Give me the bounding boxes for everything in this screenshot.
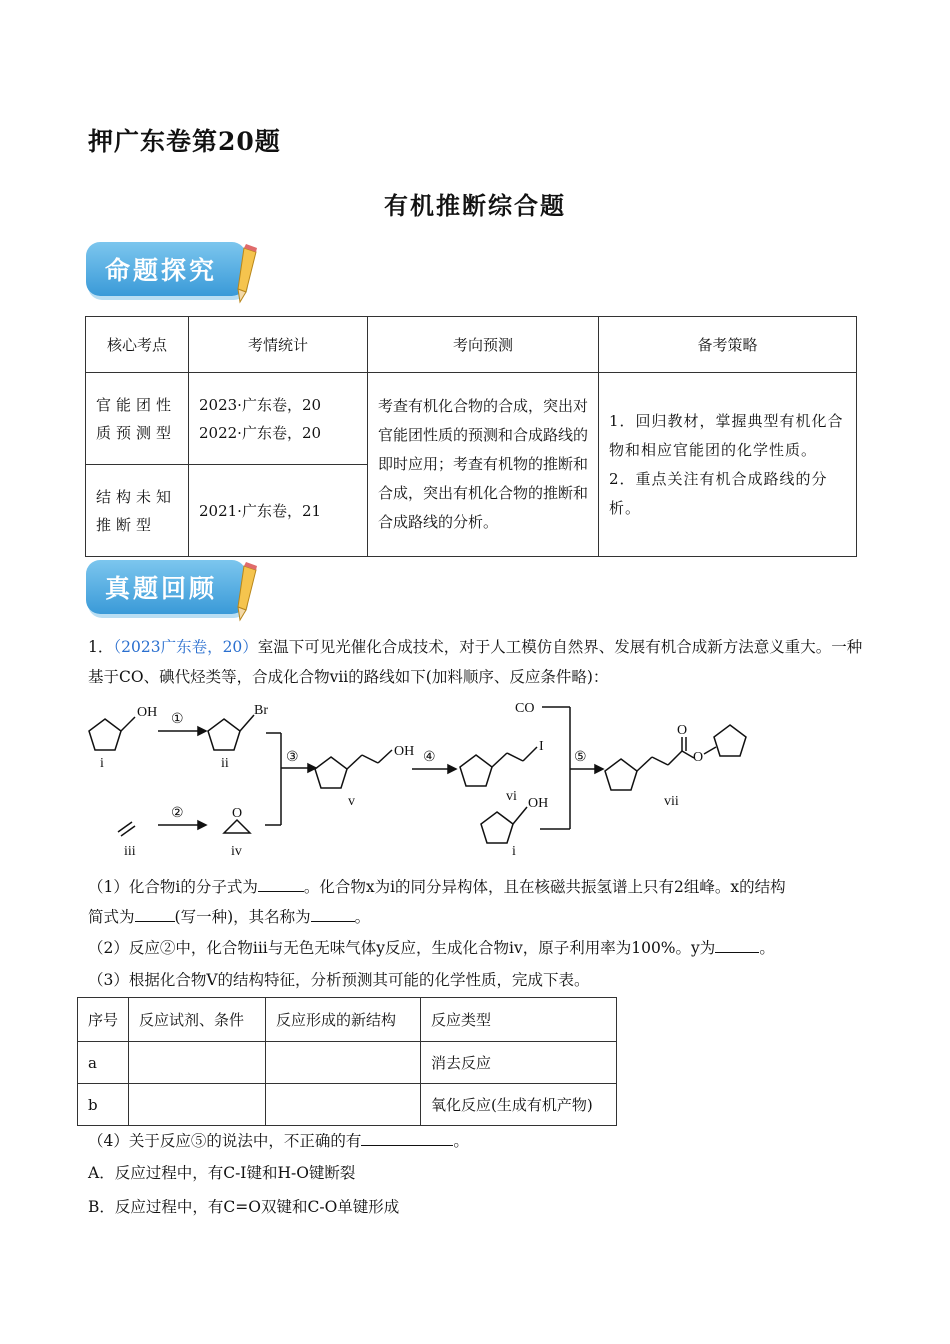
answer-blank[interactable] (715, 934, 759, 953)
label-co: CO (515, 701, 535, 716)
label-compound: ii (221, 756, 229, 771)
cell-point: 官能团性质预测型 (86, 373, 189, 465)
exam-overview-table (85, 316, 857, 557)
answer-cell[interactable] (266, 1042, 421, 1084)
stat-line: 2023·广东卷，20 (199, 395, 322, 414)
col-header: 反应类型 (421, 998, 617, 1042)
label-br: Br (254, 703, 268, 718)
option-a: A．反应过程中，有C-I键和H-O键断裂 (88, 1164, 356, 1182)
label-compound: vii (664, 794, 679, 809)
cell-forecast: 考查有机化合物的合成，突出对官能团性质的预测和合成路线的即时应用；考查有机物的推断和合成，突出有机化合物的推断和合成路线的分析。 (368, 373, 599, 557)
strategy-item: 2．重点关注有机合成路线的分析。 (609, 469, 828, 517)
col-header: 考向预测 (368, 317, 599, 373)
reaction-type: 消去反应 (421, 1042, 617, 1084)
label-o: O (232, 806, 243, 821)
answer-blank[interactable] (361, 1127, 453, 1146)
label-compound: iii (124, 844, 136, 859)
answer-blank[interactable] (258, 873, 304, 892)
label-compound: v (348, 794, 355, 809)
cell-stats (189, 373, 368, 465)
label-oh: OH (137, 705, 158, 720)
sub-question-2: （2）反应②中，化合物iii与无色无味气体y反应，生成化合物iv，原子利用率为100%。y为 。 (88, 933, 863, 963)
col-header: 考情统计 (189, 317, 368, 373)
answer-cell[interactable] (266, 1084, 421, 1126)
col-header: 反应试剂、条件 (129, 998, 266, 1042)
answer-cell[interactable] (129, 1084, 266, 1126)
sub-question-3: （3）根据化合物V的结构特征，分析预测其可能的化学性质，完成下表。 (88, 971, 590, 989)
cell-strategy (599, 373, 857, 557)
page-title: 有机推断综合题 (384, 191, 566, 220)
col-header: 序号 (78, 998, 129, 1042)
label-compound: i (512, 844, 516, 859)
label-oh: OH (528, 796, 549, 811)
col-header: 反应形成的新结构 (266, 998, 421, 1042)
sub-question-4: （4）关于反应⑤的说法中，不正确的有 。 (88, 1126, 863, 1156)
label-i-atom: I (539, 739, 544, 754)
answer-cell[interactable] (129, 1042, 266, 1084)
pencil-icon (232, 562, 262, 624)
table-row (78, 1042, 617, 1084)
heading: 押广东卷第20题 (88, 127, 281, 156)
sub-question-1: （1）化合物i的分子式为 。化合物x为i的同分异构体，且在核磁共振氢谱上只有2组峰。x的结构 简式为 (写一种)，其名称为 。 (88, 872, 863, 932)
question-intro: 1．（2023广东卷，20）室温下可见光催化合成技术，对于人工模仿自然界、发展有机合成新方法意义重大。一种基于CO、碘代烃类等，合成化合物vii的路线如下(加料顺序、反应条件略)： (88, 638, 863, 686)
badge-label: 真题回顾 (104, 574, 217, 603)
step-label: ① (171, 712, 184, 727)
col-header: 备考策略 (599, 317, 857, 373)
option-b: B．反应过程中，有C=O双键和C-O单键形成 (88, 1198, 400, 1216)
col-header: 核心考点 (86, 317, 189, 373)
step-label: ④ (423, 750, 436, 765)
label-o: O (677, 723, 688, 738)
label-compound: i (100, 756, 104, 771)
step-label: ⑤ (574, 750, 587, 765)
section-badge-review (86, 556, 262, 620)
answer-blank[interactable] (311, 903, 355, 922)
property-table (77, 997, 617, 1126)
badge-label: 命题探究 (104, 256, 217, 285)
strategy-item: 1．回归教材，掌握典型有机化合物和相应官能团的化学性质。 (609, 411, 844, 459)
label-oh: OH (394, 744, 415, 759)
reaction-type: 氧化反应(生成有机产物) (421, 1084, 617, 1126)
step-label: ③ (286, 750, 299, 765)
row-id: a (78, 1042, 129, 1084)
stat-line: 2022·广东卷，20 (199, 423, 322, 442)
row-id: b (78, 1084, 129, 1126)
cell-stats: 2021·广东卷，21 (189, 465, 368, 557)
label-compound: iv (231, 844, 242, 859)
synthesis-route-scheme (80, 695, 780, 865)
answer-blank[interactable] (135, 903, 175, 922)
label-o: O (693, 750, 704, 765)
table-row (78, 1084, 617, 1126)
cell-point: 结构未知推断型 (86, 465, 189, 557)
pencil-icon (232, 244, 262, 306)
step-label: ② (171, 806, 184, 821)
section-badge-exploration (86, 238, 262, 302)
label-compound: vi (506, 789, 517, 804)
